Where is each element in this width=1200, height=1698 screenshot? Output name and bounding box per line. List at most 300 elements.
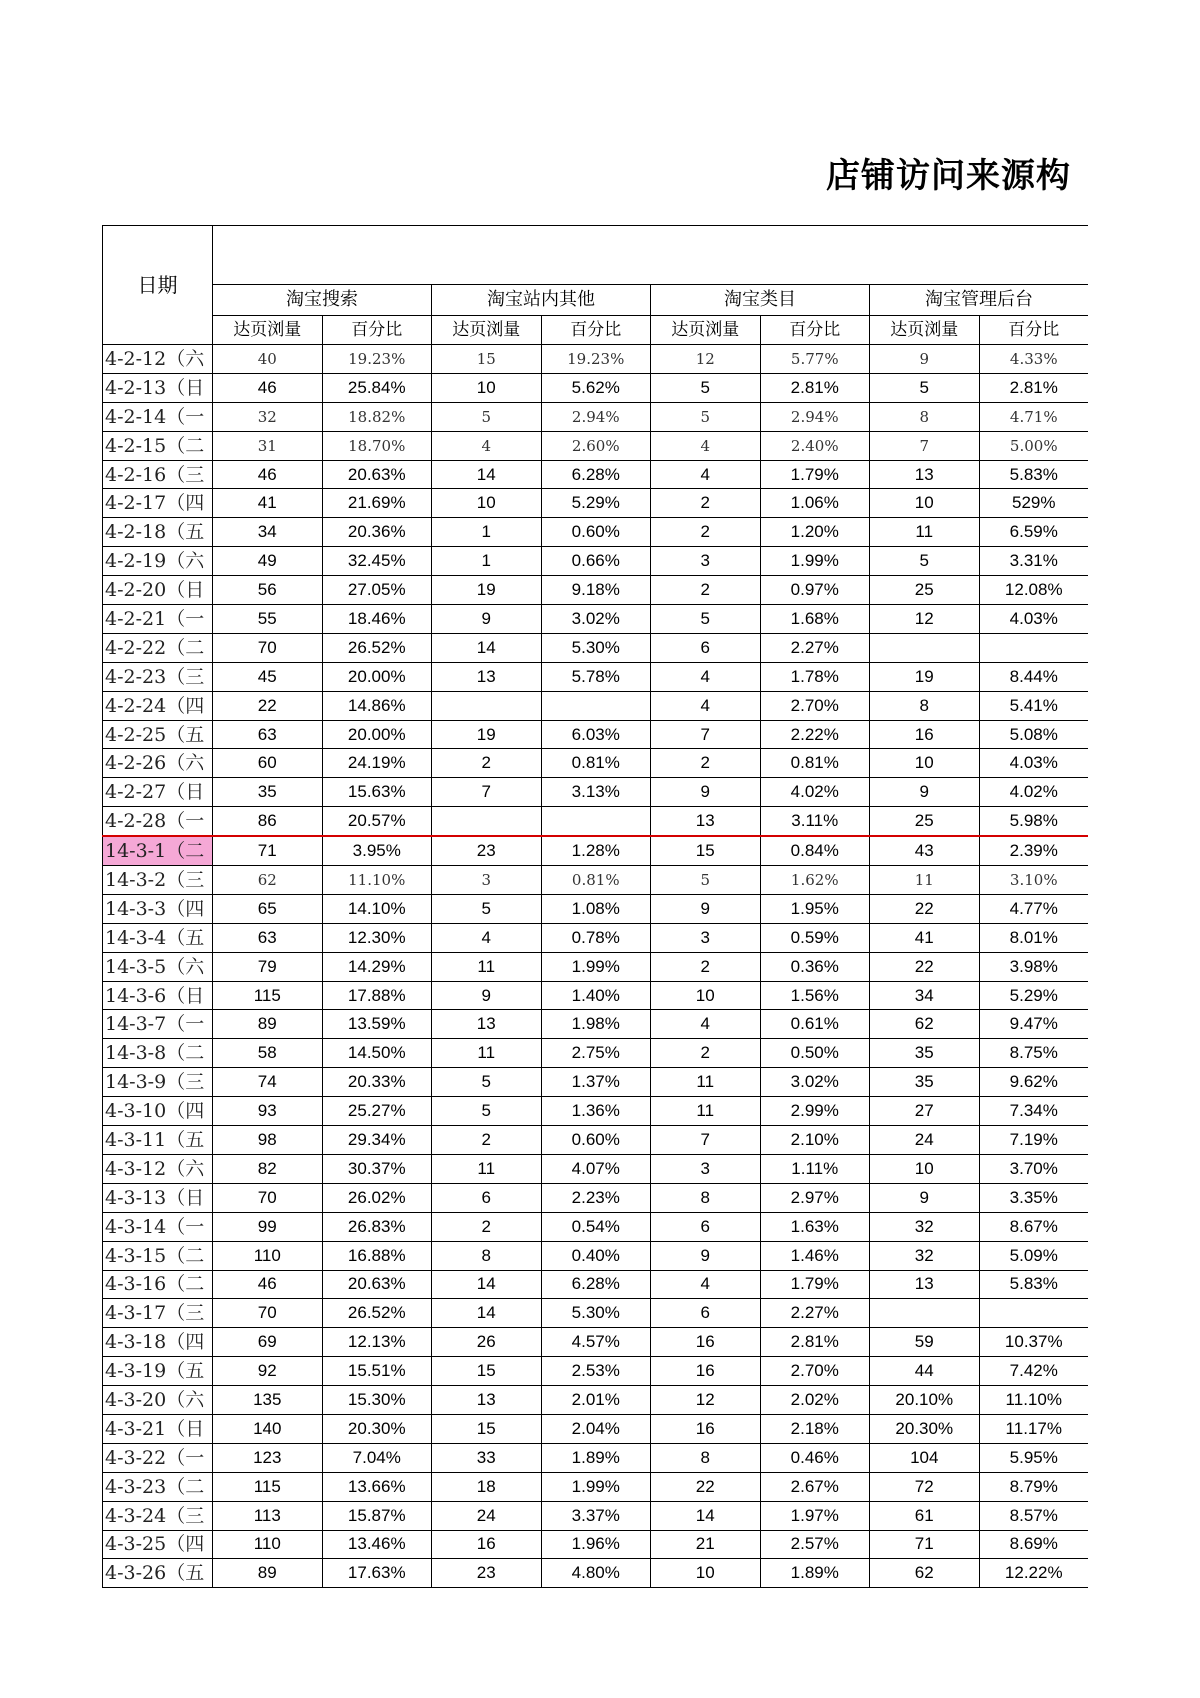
onsite-percent: 0.54%	[541, 1212, 651, 1241]
onsite-pageviews: 15	[432, 1414, 542, 1443]
search-percent: 14.10%	[322, 894, 432, 923]
onsite-percent: 1.98%	[541, 1010, 651, 1039]
search-percent: 18.82%	[322, 402, 432, 431]
admin-percent: 8.79%	[979, 1472, 1088, 1501]
date-cell: 4-3-20（六	[103, 1386, 213, 1415]
table-row	[103, 1097, 1089, 1126]
category-percent: 1.46%	[760, 1241, 870, 1270]
subheader-pageviews: 达页浏量	[432, 316, 542, 345]
admin-pageviews: 59	[870, 1328, 980, 1357]
admin-pageviews: 10	[870, 749, 980, 778]
table-body	[103, 345, 1089, 1588]
category-pageviews: 3	[651, 923, 761, 952]
search-percent: 15.87%	[322, 1501, 432, 1530]
subheader-percent: 百分比	[541, 316, 651, 345]
search-pageviews: 89	[213, 1010, 323, 1039]
search-pageviews: 69	[213, 1328, 323, 1357]
onsite-pageviews: 14	[432, 1299, 542, 1328]
onsite-pageviews: 4	[432, 923, 542, 952]
search-percent: 20.36%	[322, 518, 432, 547]
admin-pageviews: 104	[870, 1443, 980, 1472]
admin-pageviews: 61	[870, 1501, 980, 1530]
table-row	[103, 1212, 1089, 1241]
table-row	[103, 547, 1089, 576]
onsite-pageviews	[432, 807, 542, 836]
onsite-pageviews: 13	[432, 1386, 542, 1415]
table-row	[103, 749, 1089, 778]
onsite-percent: 2.01%	[541, 1386, 651, 1415]
search-percent: 20.63%	[322, 460, 432, 489]
search-pageviews: 82	[213, 1154, 323, 1183]
search-pageviews: 123	[213, 1443, 323, 1472]
category-percent: 2.40%	[760, 431, 870, 460]
onsite-percent: 0.60%	[541, 518, 651, 547]
admin-pageviews: 12	[870, 605, 980, 634]
admin-pageviews: 32	[870, 1212, 980, 1241]
admin-pageviews: 62	[870, 1010, 980, 1039]
admin-pageviews: 11	[870, 518, 980, 547]
admin-percent: 9.47%	[979, 1010, 1088, 1039]
category-percent: 2.02%	[760, 1386, 870, 1415]
admin-pageviews: 10	[870, 1154, 980, 1183]
category-pageviews: 5	[651, 866, 761, 895]
onsite-percent: 9.18%	[541, 576, 651, 605]
onsite-pageviews: 11	[432, 1039, 542, 1068]
date-cell: 4-2-21（一	[103, 605, 213, 634]
date-cell: 4-2-15（二	[103, 431, 213, 460]
admin-percent	[979, 1299, 1088, 1328]
category-pageviews: 5	[651, 402, 761, 431]
onsite-pageviews: 13	[432, 662, 542, 691]
search-pageviews: 41	[213, 489, 323, 518]
date-cell: 14-3-4（五	[103, 923, 213, 952]
search-pageviews: 115	[213, 981, 323, 1010]
onsite-percent: 0.40%	[541, 1241, 651, 1270]
onsite-percent	[541, 807, 651, 836]
search-percent: 13.59%	[322, 1010, 432, 1039]
admin-percent: 5.00%	[979, 431, 1088, 460]
table-row	[103, 894, 1089, 923]
search-percent: 26.52%	[322, 1299, 432, 1328]
subheader-pageviews: 达页浏量	[651, 316, 761, 345]
table-row	[103, 981, 1089, 1010]
admin-pageviews: 20.10%	[870, 1386, 980, 1415]
table-row	[103, 1183, 1089, 1212]
search-percent: 25.27%	[322, 1097, 432, 1126]
onsite-pageviews: 1	[432, 518, 542, 547]
category-percent: 2.57%	[760, 1530, 870, 1559]
table-row	[103, 489, 1089, 518]
group-header-taobao-admin: 淘宝管理后台	[870, 285, 1089, 316]
date-cell: 14-3-2（三	[103, 866, 213, 895]
onsite-percent: 0.81%	[541, 866, 651, 895]
category-pageviews: 5	[651, 373, 761, 402]
admin-pageviews: 16	[870, 720, 980, 749]
date-cell: 4-3-16（二	[103, 1270, 213, 1299]
search-percent: 26.52%	[322, 633, 432, 662]
subheader-pageviews: 达页浏量	[870, 316, 980, 345]
admin-pageviews: 72	[870, 1472, 980, 1501]
onsite-pageviews: 15	[432, 345, 542, 374]
table-row	[103, 807, 1089, 836]
onsite-pageviews: 14	[432, 460, 542, 489]
admin-percent: 7.34%	[979, 1097, 1088, 1126]
date-cell: 4-2-23（三	[103, 662, 213, 691]
admin-percent: 3.31%	[979, 547, 1088, 576]
search-pageviews: 71	[213, 836, 323, 865]
onsite-percent: 0.81%	[541, 749, 651, 778]
date-cell: 4-2-14（一	[103, 402, 213, 431]
search-percent: 11.10%	[322, 866, 432, 895]
date-cell: 4-3-19（五	[103, 1357, 213, 1386]
category-pageviews: 8	[651, 1443, 761, 1472]
admin-pageviews: 62	[870, 1559, 980, 1588]
table-row	[103, 373, 1089, 402]
onsite-percent: 1.99%	[541, 1472, 651, 1501]
onsite-percent: 5.29%	[541, 489, 651, 518]
admin-pageviews: 71	[870, 1530, 980, 1559]
search-pageviews: 62	[213, 866, 323, 895]
table-row	[103, 518, 1089, 547]
category-pageviews: 2	[651, 749, 761, 778]
onsite-percent: 6.03%	[541, 720, 651, 749]
category-pageviews: 11	[651, 1068, 761, 1097]
onsite-pageviews: 10	[432, 373, 542, 402]
admin-percent: 6.59%	[979, 518, 1088, 547]
table-row	[103, 1270, 1089, 1299]
onsite-percent: 5.30%	[541, 633, 651, 662]
search-percent: 14.50%	[322, 1039, 432, 1068]
search-percent: 16.88%	[322, 1241, 432, 1270]
category-percent: 1.06%	[760, 489, 870, 518]
table-row	[103, 1530, 1089, 1559]
search-pageviews: 110	[213, 1241, 323, 1270]
category-pageviews: 2	[651, 952, 761, 981]
search-percent: 20.57%	[322, 807, 432, 836]
onsite-pageviews: 14	[432, 633, 542, 662]
onsite-percent: 2.60%	[541, 431, 651, 460]
date-cell: 4-2-26（六	[103, 749, 213, 778]
date-column-header: 日期	[103, 226, 213, 345]
category-percent: 3.02%	[760, 1068, 870, 1097]
category-percent: 2.27%	[760, 633, 870, 662]
table-row	[103, 1010, 1089, 1039]
table-row	[103, 836, 1089, 865]
category-percent: 1.97%	[760, 1501, 870, 1530]
admin-pageviews: 8	[870, 402, 980, 431]
date-cell: 14-3-9（三	[103, 1068, 213, 1097]
onsite-percent: 2.23%	[541, 1183, 651, 1212]
table-row	[103, 1386, 1089, 1415]
category-pageviews: 6	[651, 633, 761, 662]
category-pageviews: 9	[651, 1241, 761, 1270]
admin-pageviews	[870, 1299, 980, 1328]
category-percent: 2.70%	[760, 1357, 870, 1386]
admin-percent: 11.10%	[979, 1386, 1088, 1415]
category-pageviews: 10	[651, 1559, 761, 1588]
onsite-pageviews: 3	[432, 866, 542, 895]
search-pageviews: 45	[213, 662, 323, 691]
admin-pageviews: 34	[870, 981, 980, 1010]
table-row	[103, 1126, 1089, 1155]
date-cell: 4-2-18（五	[103, 518, 213, 547]
category-pageviews: 2	[651, 1039, 761, 1068]
admin-percent: 2.39%	[979, 836, 1088, 865]
table-row	[103, 1068, 1089, 1097]
onsite-pageviews: 11	[432, 952, 542, 981]
category-pageviews: 4	[651, 1010, 761, 1039]
date-cell: 4-2-25（五	[103, 720, 213, 749]
date-cell: 14-3-7（一	[103, 1010, 213, 1039]
admin-percent: 11.17%	[979, 1414, 1088, 1443]
date-cell: 4-3-25（四	[103, 1530, 213, 1559]
search-pageviews: 79	[213, 952, 323, 981]
onsite-percent: 3.13%	[541, 778, 651, 807]
category-pageviews: 12	[651, 1386, 761, 1415]
category-percent: 1.78%	[760, 662, 870, 691]
table-row	[103, 662, 1089, 691]
admin-percent: 8.67%	[979, 1212, 1088, 1241]
search-pageviews: 110	[213, 1530, 323, 1559]
date-cell: 14-3-6（日	[103, 981, 213, 1010]
onsite-pageviews: 6	[432, 1183, 542, 1212]
category-pageviews: 3	[651, 1154, 761, 1183]
table-row	[103, 576, 1089, 605]
onsite-pageviews	[432, 691, 542, 720]
date-cell: 4-3-11（五	[103, 1126, 213, 1155]
search-pageviews: 31	[213, 431, 323, 460]
category-percent: 2.22%	[760, 720, 870, 749]
header-blank-band	[213, 226, 1089, 285]
onsite-percent: 0.66%	[541, 547, 651, 576]
date-cell: 4-2-22（二	[103, 633, 213, 662]
date-cell: 4-3-24（三	[103, 1501, 213, 1530]
search-percent: 19.23%	[322, 345, 432, 374]
date-cell: 4-3-17（三	[103, 1299, 213, 1328]
category-percent: 1.56%	[760, 981, 870, 1010]
admin-pageviews: 27	[870, 1097, 980, 1126]
onsite-pageviews: 18	[432, 1472, 542, 1501]
category-percent: 2.97%	[760, 1183, 870, 1212]
category-percent: 1.63%	[760, 1212, 870, 1241]
category-percent: 1.79%	[760, 1270, 870, 1299]
admin-percent: 5.08%	[979, 720, 1088, 749]
category-percent: 1.95%	[760, 894, 870, 923]
category-percent: 1.62%	[760, 866, 870, 895]
search-percent: 17.63%	[322, 1559, 432, 1588]
category-percent: 2.67%	[760, 1472, 870, 1501]
admin-pageviews: 13	[870, 460, 980, 489]
search-percent: 20.00%	[322, 662, 432, 691]
search-pageviews: 70	[213, 1183, 323, 1212]
search-pageviews: 56	[213, 576, 323, 605]
search-percent: 14.29%	[322, 952, 432, 981]
category-percent: 0.59%	[760, 923, 870, 952]
onsite-percent: 0.78%	[541, 923, 651, 952]
admin-percent: 5.83%	[979, 1270, 1088, 1299]
search-pageviews: 32	[213, 402, 323, 431]
search-pageviews: 113	[213, 1501, 323, 1530]
onsite-pageviews: 7	[432, 778, 542, 807]
category-pageviews: 21	[651, 1530, 761, 1559]
onsite-pageviews: 13	[432, 1010, 542, 1039]
admin-percent: 3.10%	[979, 866, 1088, 895]
date-cell: 4-3-22（一	[103, 1443, 213, 1472]
category-percent: 2.81%	[760, 373, 870, 402]
onsite-percent: 2.04%	[541, 1414, 651, 1443]
category-pageviews: 4	[651, 431, 761, 460]
date-cell: 4-2-27（日	[103, 778, 213, 807]
group-header-taobao-search: 淘宝搜索	[213, 285, 432, 316]
onsite-pageviews: 10	[432, 489, 542, 518]
admin-percent: 5.98%	[979, 807, 1088, 836]
onsite-pageviews: 24	[432, 1501, 542, 1530]
admin-pageviews: 35	[870, 1039, 980, 1068]
category-pageviews: 7	[651, 720, 761, 749]
search-percent: 20.33%	[322, 1068, 432, 1097]
table-row	[103, 923, 1089, 952]
admin-percent: 7.42%	[979, 1357, 1088, 1386]
date-cell: 4-2-16（三	[103, 460, 213, 489]
onsite-percent: 1.36%	[541, 1097, 651, 1126]
admin-percent: 12.08%	[979, 576, 1088, 605]
table-row	[103, 1501, 1089, 1530]
table-row	[103, 1414, 1089, 1443]
traffic-source-table	[102, 225, 1088, 1595]
admin-percent: 8.57%	[979, 1501, 1088, 1530]
date-cell: 4-3-10（四	[103, 1097, 213, 1126]
category-percent: 1.20%	[760, 518, 870, 547]
admin-percent: 4.03%	[979, 749, 1088, 778]
table-row	[103, 1039, 1089, 1068]
admin-pageviews: 25	[870, 807, 980, 836]
category-pageviews: 11	[651, 1097, 761, 1126]
onsite-percent: 1.89%	[541, 1443, 651, 1472]
category-percent: 2.94%	[760, 402, 870, 431]
search-pageviews: 55	[213, 605, 323, 634]
admin-pageviews: 25	[870, 576, 980, 605]
onsite-pageviews: 9	[432, 981, 542, 1010]
admin-percent: 8.75%	[979, 1039, 1088, 1068]
search-percent: 27.05%	[322, 576, 432, 605]
search-percent: 20.30%	[322, 1414, 432, 1443]
search-pageviews: 115	[213, 1472, 323, 1501]
category-pageviews: 12	[651, 345, 761, 374]
date-cell: 4-2-20（日	[103, 576, 213, 605]
search-pageviews: 99	[213, 1212, 323, 1241]
onsite-pageviews: 5	[432, 894, 542, 923]
admin-percent: 8.69%	[979, 1530, 1088, 1559]
table-row	[103, 1299, 1089, 1328]
admin-pageviews: 24	[870, 1126, 980, 1155]
search-percent: 24.19%	[322, 749, 432, 778]
category-pageviews: 9	[651, 894, 761, 923]
category-pageviews: 2	[651, 576, 761, 605]
date-cell: 4-3-21（日	[103, 1414, 213, 1443]
date-cell: 4-3-26（五	[103, 1559, 213, 1588]
search-pageviews: 46	[213, 460, 323, 489]
onsite-pageviews: 5	[432, 1068, 542, 1097]
table-row	[103, 1559, 1089, 1588]
admin-pageviews: 41	[870, 923, 980, 952]
onsite-percent: 0.60%	[541, 1126, 651, 1155]
search-pageviews: 65	[213, 894, 323, 923]
date-cell: 4-2-17（四	[103, 489, 213, 518]
table-row	[103, 1154, 1089, 1183]
category-pageviews: 16	[651, 1357, 761, 1386]
search-pageviews: 74	[213, 1068, 323, 1097]
onsite-percent: 1.99%	[541, 952, 651, 981]
search-percent: 15.63%	[322, 778, 432, 807]
search-pageviews: 135	[213, 1386, 323, 1415]
search-percent: 21.69%	[322, 489, 432, 518]
onsite-percent: 6.28%	[541, 1270, 651, 1299]
search-pageviews: 92	[213, 1357, 323, 1386]
admin-percent: 3.70%	[979, 1154, 1088, 1183]
category-pageviews: 13	[651, 807, 761, 836]
onsite-pageviews: 8	[432, 1241, 542, 1270]
date-cell: 14-3-8（二	[103, 1039, 213, 1068]
table-row	[103, 1357, 1089, 1386]
search-percent: 29.34%	[322, 1126, 432, 1155]
search-percent: 12.30%	[322, 923, 432, 952]
search-pageviews: 63	[213, 923, 323, 952]
table-row	[103, 605, 1089, 634]
table-row	[103, 633, 1089, 662]
page-title: 店铺访问来源构	[826, 156, 1071, 196]
onsite-pageviews: 23	[432, 1559, 542, 1588]
table-row	[103, 691, 1089, 720]
search-percent: 13.46%	[322, 1530, 432, 1559]
date-cell: 14-3-3（四	[103, 894, 213, 923]
onsite-pageviews: 15	[432, 1357, 542, 1386]
admin-percent: 5.41%	[979, 691, 1088, 720]
onsite-percent: 1.28%	[541, 836, 651, 865]
category-percent: 5.77%	[760, 345, 870, 374]
onsite-percent: 5.62%	[541, 373, 651, 402]
admin-percent	[979, 633, 1088, 662]
onsite-percent: 4.80%	[541, 1559, 651, 1588]
onsite-percent: 5.78%	[541, 662, 651, 691]
subheader-percent: 百分比	[979, 316, 1088, 345]
admin-pageviews: 13	[870, 1270, 980, 1299]
category-pageviews: 4	[651, 662, 761, 691]
admin-percent: 8.44%	[979, 662, 1088, 691]
admin-percent: 2.81%	[979, 373, 1088, 402]
date-cell: 4-2-12（六	[103, 345, 213, 374]
admin-percent: 5.09%	[979, 1241, 1088, 1270]
search-pageviews: 34	[213, 518, 323, 547]
onsite-percent: 1.40%	[541, 981, 651, 1010]
category-percent: 3.11%	[760, 807, 870, 836]
admin-percent: 12.22%	[979, 1559, 1088, 1588]
admin-percent: 5.95%	[979, 1443, 1088, 1472]
onsite-pageviews: 19	[432, 720, 542, 749]
onsite-percent: 4.07%	[541, 1154, 651, 1183]
category-percent: 2.70%	[760, 691, 870, 720]
search-percent: 25.84%	[322, 373, 432, 402]
onsite-pageviews: 33	[432, 1443, 542, 1472]
admin-pageviews: 43	[870, 836, 980, 865]
onsite-pageviews: 2	[432, 749, 542, 778]
category-percent: 2.18%	[760, 1414, 870, 1443]
onsite-pageviews: 1	[432, 547, 542, 576]
search-pageviews: 40	[213, 345, 323, 374]
admin-pageviews: 32	[870, 1241, 980, 1270]
category-percent: 0.81%	[760, 749, 870, 778]
table-row	[103, 866, 1089, 895]
table-row	[103, 1328, 1089, 1357]
